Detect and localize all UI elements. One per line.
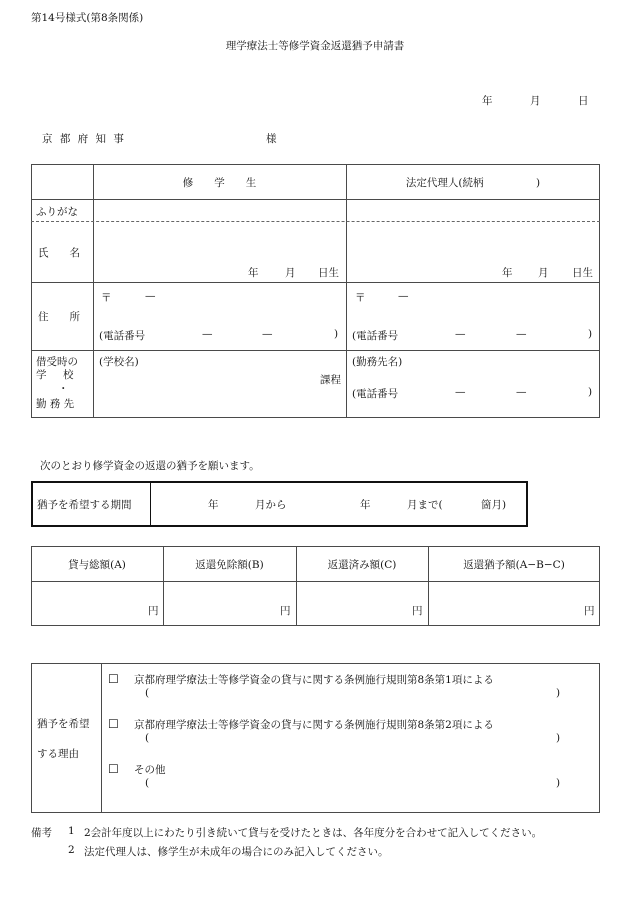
reason-2-text: 京都府理学療法士等修学資金の貸与に関する条例施行規則第8条第2項による	[134, 719, 494, 731]
note-1-text: 2会計年度以上にわたり引き続いて貸与を受けたときは、各年度分を合わせて記入してください。	[84, 827, 543, 839]
amount-total-field[interactable]	[33, 583, 161, 624]
guardian-name-field[interactable]	[348, 224, 598, 260]
workplace-name-field[interactable]	[408, 353, 588, 369]
reason-3-detail-field[interactable]	[155, 776, 550, 790]
reasons-label-1: 猶予を希望	[37, 718, 90, 730]
guardian-furigana-field[interactable]	[348, 201, 598, 219]
reasons-label-2: する理由	[37, 748, 79, 760]
period-to-month: 月まで(	[407, 499, 443, 511]
page-title: 理学療法士等修学資金返還猶予申請書	[225, 40, 405, 52]
guardian-birth-year: 年	[502, 267, 513, 279]
reason-3-text: その他	[134, 764, 166, 776]
student-address-field[interactable]	[118, 288, 338, 322]
school-name-field[interactable]	[150, 353, 310, 369]
reason-1-checkbox[interactable]: ☐	[108, 672, 119, 686]
reason-3-checkbox[interactable]: ☐	[108, 762, 119, 776]
workplace-phone-close: )	[588, 386, 593, 398]
row-label-school-3: ・	[58, 383, 69, 395]
row-label-school-1: 借受時の	[36, 356, 78, 368]
amount-deferred-field[interactable]	[430, 583, 598, 624]
reason-2-close: )	[556, 732, 561, 744]
note-2-text: 法定代理人は、修学生が未成年の場合にのみ記入してください。	[84, 846, 389, 858]
guardian-phone-close: )	[588, 328, 593, 340]
student-phone-close: )	[334, 328, 339, 340]
period-to-year: 年	[360, 499, 371, 511]
date-year-label: 年	[482, 95, 493, 107]
reason-1-detail-field[interactable]	[155, 686, 550, 700]
period-months-close: 箇月)	[481, 499, 507, 511]
guardian-phone-dash-1: —	[455, 328, 466, 340]
student-furigana-field[interactable]	[95, 201, 344, 219]
period-from-year: 年	[208, 499, 219, 511]
amount-header-repaid: 返還済み額(C)	[327, 559, 397, 571]
guardian-phone-label: (電話番号	[352, 330, 399, 342]
student-phone-dash-1: —	[202, 328, 213, 340]
reason-3-open: (	[145, 777, 150, 789]
student-postal-mark: 〒	[101, 292, 112, 304]
amount-exempt-field[interactable]	[165, 583, 294, 624]
amount-header-total: 貸与総額(A)	[68, 559, 126, 571]
guardian-postal-mark: 〒	[355, 292, 366, 304]
student-postal-dash: —	[145, 290, 156, 302]
notes-label: 備考	[31, 827, 52, 839]
workplace-phone-label: (電話番号	[352, 388, 399, 400]
student-phone-dash-2: —	[262, 328, 273, 340]
guardian-postal-dash: —	[398, 290, 409, 302]
reason-2-checkbox[interactable]: ☐	[108, 717, 119, 731]
period-input-field[interactable]	[160, 490, 516, 516]
date-day-label: 日	[578, 95, 589, 107]
amount-exempt-unit: 円	[280, 605, 291, 617]
form-number: 第14号様式(第8条関係)	[31, 12, 144, 24]
student-birth-year: 年	[248, 267, 259, 279]
workplace-phone-dash-1: —	[455, 386, 466, 398]
student-phone-label: (電話番号	[99, 330, 146, 342]
reason-1-open: (	[145, 687, 150, 699]
guardian-birth-month: 月	[538, 267, 549, 279]
amount-deferred-unit: 円	[584, 605, 595, 617]
row-label-school-4: 勤 務 先	[36, 398, 75, 410]
date-month-label: 月	[530, 95, 541, 107]
note-2-number: 2	[68, 844, 75, 856]
period-from-month: 月から	[255, 499, 287, 511]
note-1-number: 1	[68, 825, 75, 837]
row-label-address: 住 所	[38, 311, 80, 323]
reason-1-close: )	[556, 687, 561, 699]
row-label-name: 氏 名	[38, 247, 80, 259]
addressee: 京 都 府 知 事	[42, 133, 126, 145]
workplace-phone-dash-2: —	[516, 386, 527, 398]
guardian-birth-day: 日生	[572, 267, 593, 279]
workplace-label: (勤務先名)	[352, 356, 403, 368]
amount-repaid-unit: 円	[412, 605, 423, 617]
column-header-student: 修 学 生	[182, 177, 257, 189]
reason-1-text: 京都府理学療法士等修学資金の貸与に関する条例施行規則第8条第1項による	[134, 674, 494, 686]
amount-total-unit: 円	[148, 605, 159, 617]
period-label: 猶予を希望する期間	[37, 499, 132, 511]
guardian-phone-dash-2: —	[516, 328, 527, 340]
guardian-address-field[interactable]	[372, 288, 592, 322]
reason-3-close: )	[556, 777, 561, 789]
request-statement: 次のとおり修学資金の返還の猶予を願います。	[40, 460, 260, 472]
student-name-field[interactable]	[95, 224, 344, 260]
row-label-furigana: ふりがな	[36, 206, 78, 218]
amount-repaid-field[interactable]	[298, 583, 426, 624]
row-label-school-2: 学 校	[36, 369, 77, 381]
student-birth-month: 月	[285, 267, 296, 279]
honorific: 様	[266, 133, 277, 145]
reason-2-open: (	[145, 732, 150, 744]
amount-header-deferred: 返還猶予額(A−B−C)	[463, 559, 565, 571]
course-label: 課程	[320, 374, 341, 386]
column-header-guardian: 法定代理人(続柄 )	[405, 177, 541, 189]
amount-header-exempt: 返還免除額(B)	[195, 559, 264, 571]
student-birth-day: 日生	[318, 267, 339, 279]
reason-2-detail-field[interactable]	[155, 731, 550, 745]
school-name-label: (学校名)	[99, 356, 139, 368]
